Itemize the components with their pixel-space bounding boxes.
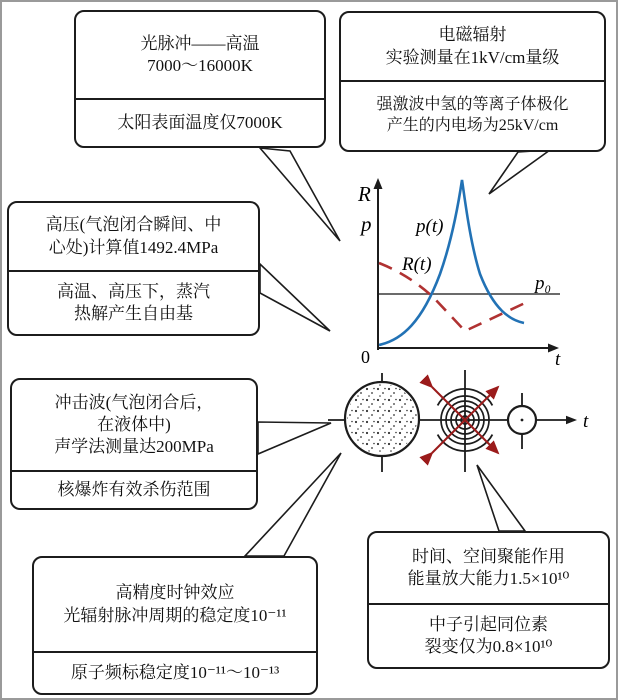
box-high-pressure-bottom [9,270,258,334]
box-shock-wave-top [12,380,256,470]
box-line: 冲击波(气泡闭合后， [54,392,214,412]
box-shock-wave-bottom [12,470,256,508]
box-line: 太阳表面温度仅7000K [117,112,283,132]
pointer-light-pulse [260,148,340,241]
box-energy-focus-bottom [369,603,608,667]
x-label-t: t [555,349,561,370]
curve-r-of-t [379,263,525,331]
curve-r-label: R(t) [402,254,432,275]
p0-label: p₀ [535,273,552,294]
box-energy-focus [367,531,610,669]
box-line: 在液体中) [97,414,171,434]
box-line: 7000～16000K [147,56,253,75]
box-line: 实验测量在1kV/cm量级 [385,47,560,67]
bubble-axis-label: t [583,411,589,432]
box-line: 原子频标稳定度10⁻¹¹～10⁻¹³ [70,662,280,682]
box-high-pressure-top [9,203,258,270]
box-line: 核爆炸有效杀伤范围 [57,479,211,499]
curve-p-of-t [379,180,524,345]
pointer-energy-focus [477,465,525,531]
box-clock-effect-bottom [34,651,316,693]
origin-label: 0 [361,347,370,367]
rp-plot [357,178,561,370]
y-label-R: R [358,182,371,206]
box-em-radiation-top [341,13,604,80]
box-line: 时间、空间聚能作用 [412,546,565,566]
box-line: 裂变仅为0.8×10¹⁰ [424,637,553,656]
box-light-pulse [74,10,326,148]
box-clock-effect [32,556,318,695]
bubble-axis-arrow [566,416,577,424]
box-energy-focus-top [369,533,608,603]
box-line: 光辐射脉冲周期的稳定度10⁻¹¹ [63,605,287,625]
box-line: 中子引起同位素 [429,614,548,634]
bubble-rebound [508,393,536,449]
pointer-clock-effect [245,453,341,556]
box-line: 声学法测量达200MPa [54,437,214,457]
box-light-pulse-bottom [76,98,324,146]
box-high-pressure [7,201,260,336]
pointer-high-pressure [260,264,330,331]
box-line: 光脉冲——高温 [140,33,260,53]
box-shock-wave [10,378,258,510]
box-line: 热解产生自由基 [74,304,193,323]
box-line: 高精度时钟效应 [115,583,235,603]
pointer-wedges [245,148,550,556]
box-em-radiation [339,11,606,152]
box-line: 能量放大能力1.5×10¹⁰ [407,569,570,588]
pointer-shock-wave [258,422,331,454]
curve-p-label: p(t) [416,216,444,237]
box-line: 产生的内电场为25kV/cm [386,117,559,134]
box-light-pulse-top [76,12,324,98]
pointer-em-radiation [489,150,550,194]
box-line: 高压(气泡闭合瞬间、中 [45,215,222,235]
bubble-diagram [328,370,589,472]
box-line: 高温、高压下，蒸汽 [57,281,210,301]
box-clock-effect-top [34,558,316,651]
box-line: 强激波中氢的等离子体极化 [376,96,569,114]
bubble-expanded [345,373,419,472]
box-line: 心处)计算值1492.4MPa [48,237,219,257]
box-line: 电磁辐射 [438,25,507,45]
bubble-collapsing [432,370,498,472]
box-em-radiation-bottom [341,80,604,150]
y-label-p: p [361,212,372,236]
y-axis-arrow [374,178,383,189]
